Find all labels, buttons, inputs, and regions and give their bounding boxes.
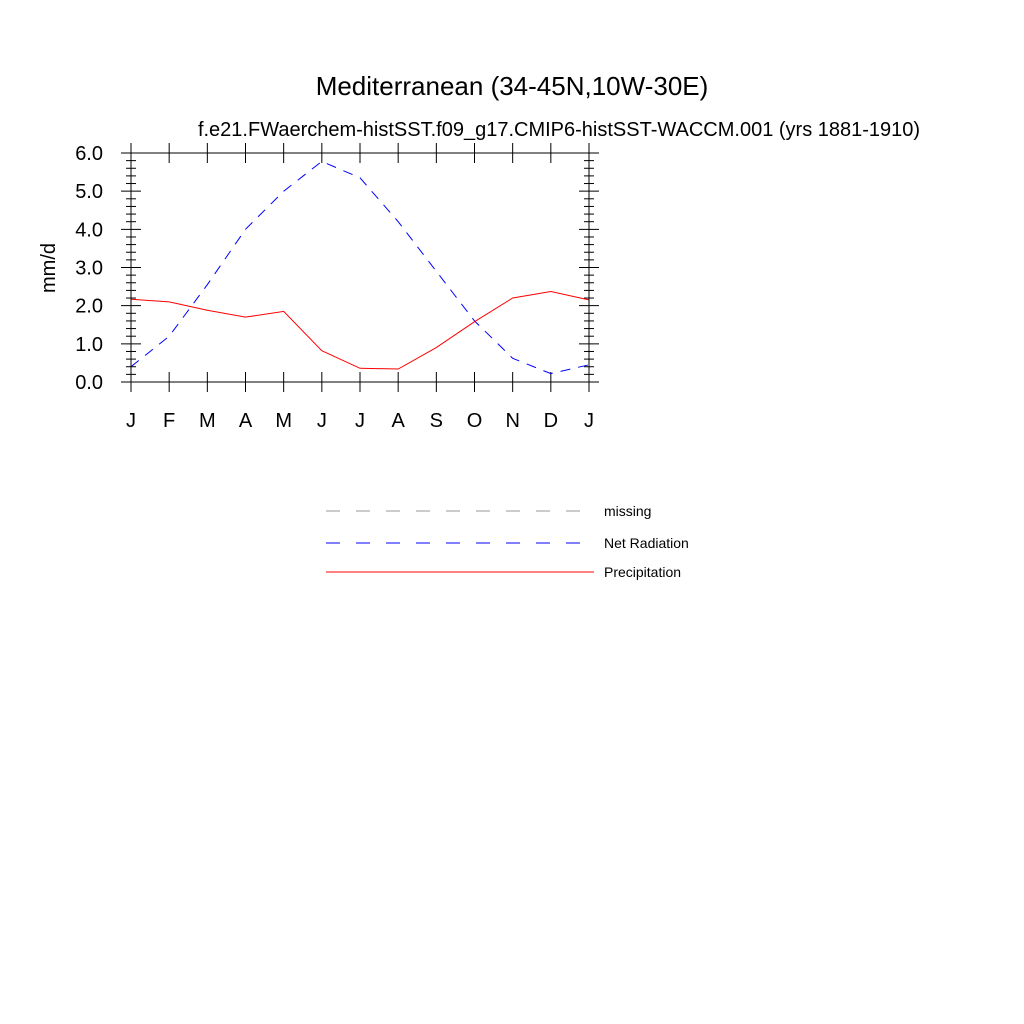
x-tick-label: S bbox=[429, 410, 444, 432]
x-tick-labels bbox=[126, 410, 594, 432]
x-tick-label: D bbox=[543, 410, 559, 432]
y-tick-label: 2.0 bbox=[75, 295, 103, 318]
x-tick-label: F bbox=[163, 410, 176, 432]
y-axis-label: mm/d bbox=[38, 243, 60, 293]
legend-label-precipitation: Precipitation bbox=[604, 564, 682, 580]
chart-title: Mediterranean (34-45N,10W-30E) bbox=[315, 71, 709, 101]
y-tick-label: 3.0 bbox=[75, 257, 103, 280]
x-tick-label: J bbox=[316, 410, 327, 432]
x-tick-label: M bbox=[198, 410, 216, 432]
plot-frame bbox=[131, 153, 589, 382]
x-tick-label: A bbox=[238, 410, 253, 432]
series-lines bbox=[131, 161, 589, 373]
y-tick-label: 1.0 bbox=[75, 333, 103, 356]
y-tick-label: 4.0 bbox=[75, 219, 103, 242]
series-net-radiation-line bbox=[131, 161, 589, 373]
legend bbox=[326, 503, 689, 580]
minor-ticks bbox=[126, 161, 594, 375]
series-precipitation-line bbox=[131, 292, 589, 370]
x-tick-label: J bbox=[355, 410, 365, 432]
x-tick-label: A bbox=[391, 410, 405, 432]
y-tick-labels bbox=[75, 143, 103, 394]
x-tick-label: J bbox=[584, 410, 594, 432]
x-tick-label: N bbox=[505, 410, 520, 432]
y-tick-label: 0.0 bbox=[75, 372, 103, 394]
x-tick-label: M bbox=[275, 410, 293, 432]
major-ticks bbox=[121, 143, 599, 392]
legend-label-net-radiation: Net Radiation bbox=[604, 535, 689, 551]
y-tick-label: 6.0 bbox=[75, 143, 103, 165]
x-tick-label: J bbox=[126, 410, 136, 432]
x-tick-label: O bbox=[466, 410, 483, 432]
y-tick-label: 5.0 bbox=[75, 181, 103, 204]
legend-label-missing: missing bbox=[604, 503, 652, 519]
chart-subtitle: f.e21.FWaerchem-histSST.f09_g17.CMIP6-histSST-WACCM.001 (yrs 1881-1910) bbox=[197, 119, 921, 141]
